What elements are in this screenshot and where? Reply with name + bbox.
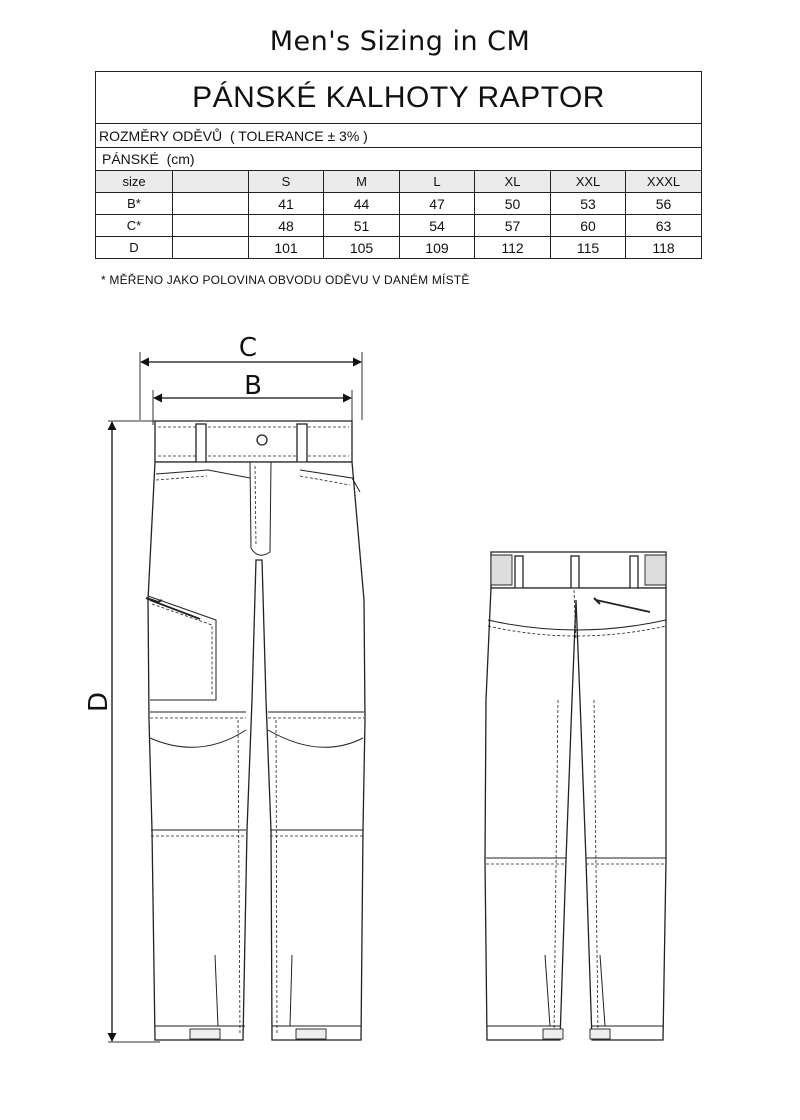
size-header-cell: XXL [551,171,626,193]
footnote: * MĚŘENO JAKO POLOVINA OBVODU ODĚVU V DANÉM MÍSTĚ [101,273,470,287]
size-header-cell: M [324,171,400,193]
dimension-b-label: B [244,371,262,401]
size-header-cell: XL [475,171,551,193]
unit-label: (cm) [166,151,195,167]
dimension-d-label: D [84,691,114,713]
table-cell: 118 [626,237,702,259]
page-heading: Men's Sizing in CM [269,26,531,57]
row-label: C* [96,215,173,237]
size-header-cell: L [400,171,475,193]
size-header-cell: XXXL [626,171,702,193]
table-cell: 115 [551,237,626,259]
row-label: B* [96,193,173,215]
dimension-d [84,421,160,1042]
table-cell: 53 [551,193,626,215]
table-cell: 63 [626,215,702,237]
table-cell: 51 [324,215,400,237]
table-title: PÁNSKÉ KALHOTY RAPTOR [96,72,702,124]
pants-front-view [146,421,365,1040]
dimension-c-label: C [238,333,258,363]
size-header-cell: S [249,171,324,193]
size-header-label: size [96,171,173,193]
table-cell: 109 [400,237,475,259]
table-cell: 41 [249,193,324,215]
tolerance-value: ( TOLERANCE ± 3% ) [229,127,368,144]
table-cell: 60 [551,215,626,237]
table-cell: 54 [400,215,475,237]
table-cell: 57 [475,215,551,237]
table-cell: 105 [324,237,400,259]
table-cell: 101 [249,237,324,259]
table-cell: 48 [249,215,324,237]
table-cell: 50 [475,193,551,215]
tolerance-label: ROZMĚRY ODĚVŮ [99,127,223,144]
table-cell: 47 [400,193,475,215]
row-label: D [96,237,173,259]
pants-back-view [485,552,666,1040]
section-label: PÁNSKÉ [102,151,159,167]
dimension-b [153,371,352,425]
table-cell: 56 [626,193,702,215]
table-cell: 112 [475,237,551,259]
table-cell: 44 [324,193,400,215]
